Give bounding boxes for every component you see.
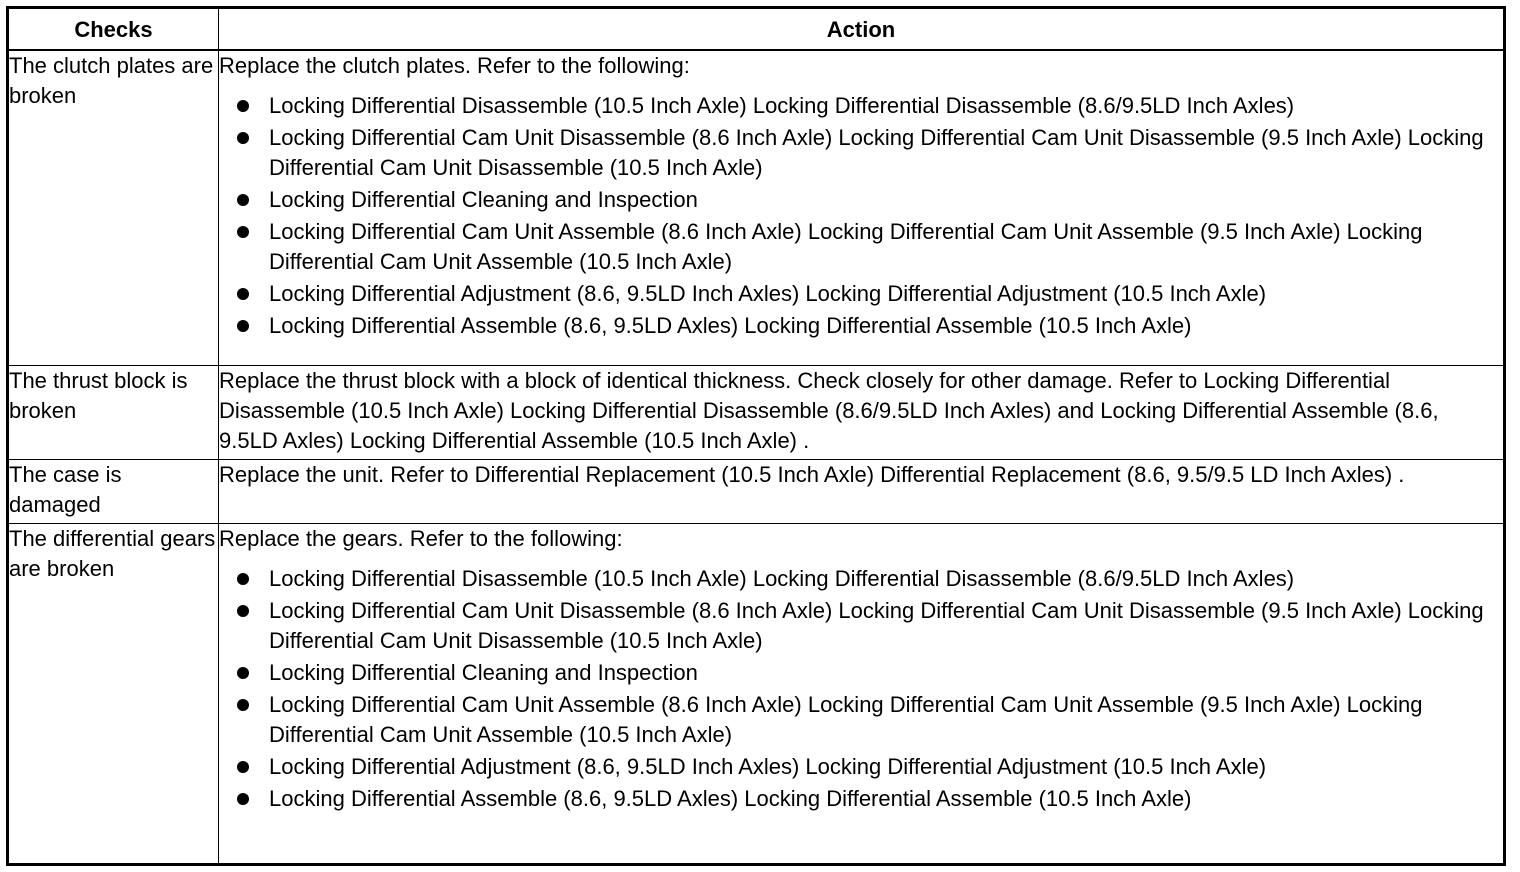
bullet-icon [237, 132, 249, 144]
reference-item [219, 311, 1503, 341]
table-row [8, 460, 1505, 524]
action-cell [219, 50, 1505, 366]
reference-item [219, 690, 1503, 750]
bullet-icon [237, 667, 249, 679]
reference-link[interactable]: Locking Differential Cam Unit Assemble (8.6 Inch Axle) Locking Differential Cam Unit Assemble (9.5 Inch Axle) Locking Differential Cam Unit Assemble (10.5 Inch Axle) [269, 219, 1423, 274]
reference-link[interactable]: Locking Differential Cleaning and Inspection [269, 187, 698, 212]
reference-list [219, 564, 1503, 814]
reference-item [219, 91, 1503, 121]
reference-link[interactable]: Locking Differential Disassemble (10.5 Inch Axle) Locking Differential Disassemble (8.6/9.5LD Inch Axles) [269, 566, 1295, 591]
table-row [8, 524, 1505, 865]
bullet-icon [237, 793, 249, 805]
bullet-icon [237, 699, 249, 711]
action-intro: Replace the clutch plates. Refer to the following: [219, 53, 690, 78]
header-row [8, 8, 1505, 51]
action-column-header: Action [219, 8, 1505, 51]
bullet-icon [237, 100, 249, 112]
action-cell [219, 524, 1505, 865]
reference-item [219, 217, 1503, 277]
reference-link[interactable]: Locking Differential Assemble (8.6, 9.5LD Axles) Locking Differential Assemble (10.5 Inch Axle) [269, 313, 1192, 338]
bullet-icon [237, 605, 249, 617]
bullet-icon [237, 320, 249, 332]
bullet-icon [237, 194, 249, 206]
check-cell: The clutch plates are broken [8, 50, 219, 366]
reference-link[interactable]: Locking Differential Cleaning and Inspection [269, 660, 698, 685]
reference-link[interactable]: Locking Differential Adjustment (8.6, 9.5LD Inch Axles) Locking Differential Adjustment (10.5 Inch Axle) [269, 281, 1267, 306]
action-cell: Replace the unit. Refer to Differential Replacement (10.5 Inch Axle) Differential Replacement (8.6, 9.5/9.5 LD Inch Axles) . [219, 460, 1505, 524]
action-cell: Replace the thrust block with a block of identical thickness. Check closely for other damage. Refer to Locking Differential Disassemble (10.5 Inch Axle) Locking Differential Disassemble (8.6/9.5LD Inch Axles) and Locking Differential Assemble (8.6, 9.5LD Axles) Locking Differential Assemble (10.5 Inch Axle) . [219, 366, 1505, 460]
reference-list [219, 91, 1503, 341]
check-cell: The differential gears are broken [8, 524, 219, 865]
bullet-icon [237, 573, 249, 585]
reference-link[interactable]: Locking Differential Cam Unit Assemble (8.6 Inch Axle) Locking Differential Cam Unit Assemble (9.5 Inch Axle) Locking Differential Cam Unit Assemble (10.5 Inch Axle) [269, 692, 1423, 747]
reference-item [219, 123, 1503, 183]
table-row [8, 366, 1505, 460]
reference-item [219, 564, 1503, 594]
bullet-icon [237, 761, 249, 773]
reference-link[interactable]: Locking Differential Disassemble (10.5 Inch Axle) Locking Differential Disassemble (8.6/9.5LD Inch Axles) [269, 93, 1295, 118]
reference-item [219, 752, 1503, 782]
reference-link[interactable]: Locking Differential Cam Unit Disassemble (8.6 Inch Axle) Locking Differential Cam Unit Disassemble (9.5 Inch Axle) Locking Differential Cam Unit Disassemble (10.5 Inch Axle) [269, 125, 1484, 180]
reference-item [219, 596, 1503, 656]
reference-link[interactable]: Locking Differential Assemble (8.6, 9.5LD Axles) Locking Differential Assemble (10.5 Inch Axle) [269, 786, 1192, 811]
reference-link[interactable]: Locking Differential Cam Unit Disassemble (8.6 Inch Axle) Locking Differential Cam Unit Disassemble (9.5 Inch Axle) Locking Differential Cam Unit Disassemble (10.5 Inch Axle) [269, 598, 1484, 653]
reference-link[interactable]: Locking Differential Adjustment (8.6, 9.5LD Inch Axles) Locking Differential Adjustment (10.5 Inch Axle) [269, 754, 1267, 779]
diagnostic-table [6, 6, 1506, 866]
check-cell: The thrust block is broken [8, 366, 219, 460]
reference-item [219, 279, 1503, 309]
reference-item [219, 784, 1503, 814]
reference-item [219, 185, 1503, 215]
action-intro: Replace the gears. Refer to the following: [219, 526, 623, 551]
table-row [8, 50, 1505, 366]
bullet-icon [237, 226, 249, 238]
check-cell: The case is damaged [8, 460, 219, 524]
reference-item [219, 658, 1503, 688]
checks-column-header: Checks [8, 8, 219, 51]
bullet-icon [237, 288, 249, 300]
